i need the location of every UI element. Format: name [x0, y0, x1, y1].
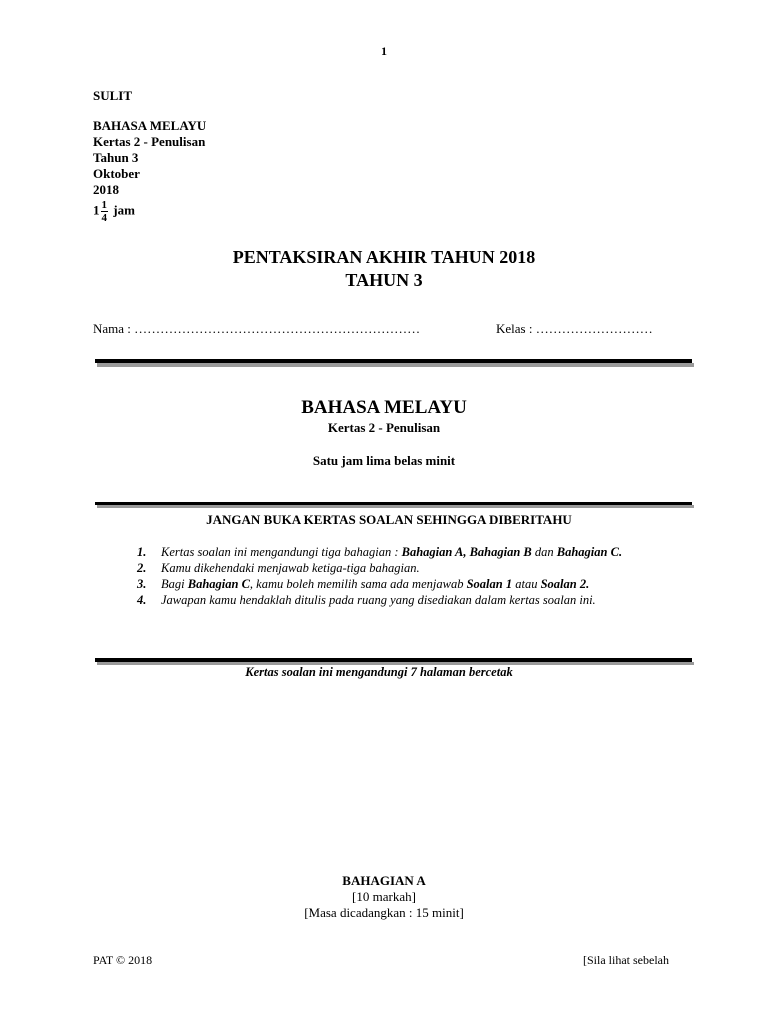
page-number: 1	[381, 44, 387, 58]
duration-unit: jam	[113, 202, 135, 218]
instruction-segment: Kamu dikehendaki menjawab ketiga-tiga bahagian.	[161, 561, 420, 575]
header-duration	[93, 199, 206, 224]
instruction-text	[161, 560, 420, 576]
header-year: 2018	[93, 182, 119, 197]
instruction-emphasis: Soalan 2.	[540, 577, 590, 591]
divider	[95, 502, 692, 505]
time-allowed: Satu jam lima belas minit	[312, 453, 456, 468]
header-subject: BAHASA MELAYU	[93, 118, 207, 133]
divider	[95, 359, 692, 363]
header-year-level: Tahun 3	[93, 150, 139, 165]
duration-denominator: 4	[101, 212, 107, 224]
duration-fraction	[101, 199, 109, 224]
name-field[interactable]: Nama : …………………………………………………………	[93, 321, 421, 336]
footer-next-page: [Sila lihat sebelah	[583, 953, 669, 967]
instruction-emphasis: Bahagian C.	[556, 545, 623, 559]
instructions-heading: JANGAN BUKA KERTAS SOALAN SEHINGGA DIBERITAHU	[206, 512, 572, 527]
instruction-text	[161, 592, 596, 608]
section-suggested-time: [Masa dicadangkan : 15 minit]	[304, 905, 464, 920]
instructions-list	[137, 544, 697, 608]
section-marks: [10 markah]	[352, 889, 416, 904]
subject-heading: BAHASA MELAYU	[301, 397, 467, 418]
divider-shadow	[97, 505, 694, 508]
class-field[interactable]: Kelas : ………………………	[496, 321, 653, 336]
exam-title: PENTAKSIRAN AKHIR TAHUN 2018	[232, 247, 536, 267]
section-title: BAHAGIAN A	[342, 873, 426, 888]
instruction-number: 1.	[137, 545, 147, 559]
instruction-item	[137, 576, 697, 592]
duration-whole: 1	[93, 202, 100, 218]
instruction-text	[161, 576, 589, 592]
duration-numerator: 1	[101, 199, 107, 211]
header-paper: Kertas 2 - Penulisan	[93, 134, 206, 149]
instruction-segment: , kamu boleh memilih sama ada menjawab	[249, 577, 467, 591]
instruction-segment: atau	[512, 577, 541, 591]
instruction-number: 3.	[137, 577, 147, 591]
page-count-note: Kertas soalan ini mengandungi 7 halaman bercetak	[245, 665, 513, 679]
instruction-emphasis: Soalan 1	[466, 577, 513, 591]
divider	[95, 658, 692, 662]
instruction-item	[137, 544, 697, 560]
instruction-emphasis: Bahagian A, Bahagian B	[401, 545, 532, 559]
header-month: Oktober	[93, 166, 140, 181]
instruction-item	[137, 560, 697, 576]
header-block	[93, 118, 206, 224]
divider-shadow	[97, 363, 694, 367]
instruction-item	[137, 592, 697, 608]
instruction-number: 2.	[137, 561, 147, 575]
footer-copyright: PAT © 2018	[93, 953, 153, 967]
instruction-number: 4.	[137, 593, 147, 607]
instruction-segment: Kertas soalan ini mengandungi tiga bahagian :	[161, 545, 402, 559]
instruction-segment: dan	[531, 545, 557, 559]
classification-label: SULIT	[93, 88, 133, 103]
instruction-text	[161, 544, 622, 560]
instruction-segment: Bagi	[161, 577, 188, 591]
instruction-segment: Jawapan kamu hendaklah ditulis pada ruang yang disediakan dalam kertas soalan ini.	[161, 593, 596, 607]
paper-heading: Kertas 2 - Penulisan	[327, 420, 441, 435]
exam-subtitle: TAHUN 3	[345, 270, 423, 290]
instruction-emphasis: Bahagian C	[187, 577, 250, 591]
